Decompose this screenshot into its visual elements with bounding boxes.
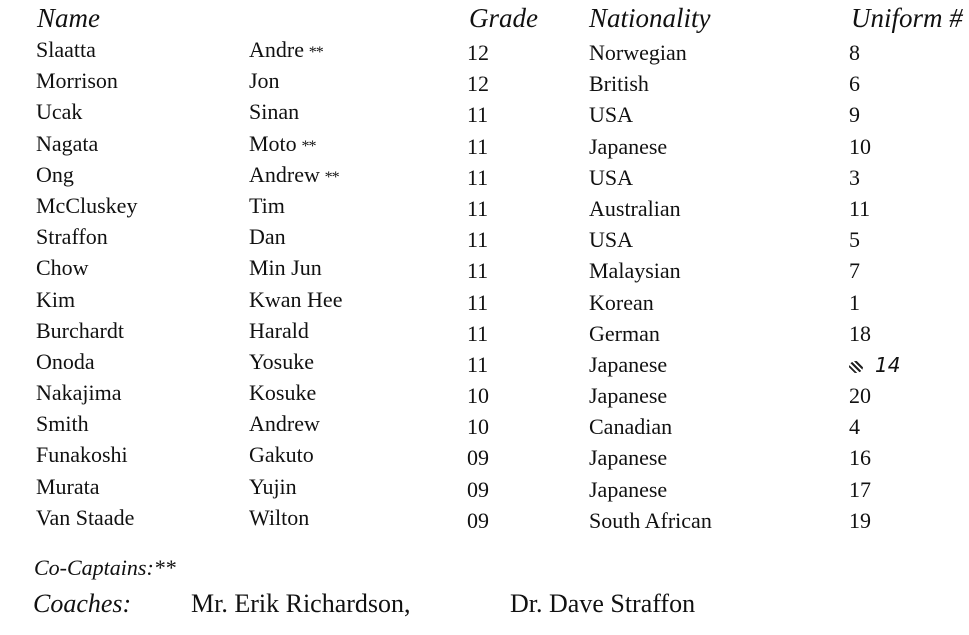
uniform-number-cell: [849, 133, 871, 161]
last-name: Straffon: [36, 224, 108, 250]
first-name: Kosuke: [249, 380, 317, 406]
grade: 10: [467, 414, 489, 440]
table-row: [0, 348, 969, 379]
last-name: Van Staade: [36, 504, 135, 530]
first-name-cell: [249, 441, 314, 469]
header-uniform: Uniform #: [851, 3, 963, 33]
uniform-number: 19: [849, 507, 871, 533]
grade: 11: [467, 195, 489, 221]
nationality: German: [589, 320, 660, 346]
last-name: Ong: [36, 161, 74, 187]
uniform-number-cell: [849, 382, 871, 410]
table-row: [0, 254, 969, 285]
first-name-cell: [249, 98, 299, 126]
grade: 12: [467, 40, 489, 65]
uniform-number-cell: [849, 507, 871, 535]
uniform-number-cell: [849, 476, 871, 504]
last-name: Slaatta: [36, 37, 96, 62]
first-name-cell: [249, 379, 316, 407]
table-row: [0, 67, 969, 98]
coaches-line: [33, 588, 696, 620]
grade: 11: [467, 227, 489, 253]
first-name-cell: [249, 254, 322, 282]
table-row: [0, 223, 969, 254]
first-name: Sinan: [249, 99, 300, 125]
first-name-cell: [249, 410, 320, 438]
uniform-number-cell: [849, 320, 871, 348]
nationality: Japanese: [589, 351, 668, 377]
table-row: [0, 504, 969, 535]
uniform-number-cell: [849, 101, 860, 129]
uniform-number: 11: [849, 195, 871, 221]
uniform-number: 6: [849, 71, 860, 97]
header-grade: Grade: [469, 3, 538, 33]
grade: 11: [467, 289, 489, 315]
nationality: Japanese: [589, 383, 668, 409]
first-name-cell: [249, 504, 309, 532]
uniform-number-cell: [849, 257, 860, 285]
table-row: [0, 286, 969, 317]
first-name: Kwan Hee: [249, 286, 343, 312]
table-row: [0, 161, 969, 192]
uniform-number: 1: [849, 289, 860, 315]
coach-name: Mr. Erik Richardson,: [191, 589, 411, 618]
last-name: Burchardt: [36, 317, 124, 343]
uniform-number-cell: [849, 70, 860, 98]
nationality: Japanese: [589, 133, 668, 159]
first-name-cell: [249, 192, 285, 220]
roster-table: [0, 36, 969, 535]
nationality: Malaysian: [589, 258, 681, 284]
nationality: South African: [589, 507, 712, 533]
first-name-cell: [249, 130, 315, 161]
grade: 12: [467, 71, 489, 97]
uniform-number: 18: [849, 320, 871, 346]
coaches-label: Coaches:: [33, 589, 132, 618]
scribble-mark: [849, 361, 863, 373]
last-name: Funakoshi: [36, 442, 128, 468]
uniform-number-cell: [849, 289, 860, 317]
first-name: Tim: [249, 192, 285, 218]
nationality: Japanese: [589, 445, 668, 471]
nationality: Norwegian: [589, 40, 687, 65]
first-name: Andrew: [249, 411, 320, 437]
header-name: Name: [37, 3, 100, 33]
grade: 10: [467, 383, 489, 409]
uniform-number: 7: [849, 258, 860, 284]
nationality: USA: [589, 102, 634, 128]
first-name-cell: [249, 473, 297, 501]
uniform-number: 20: [849, 383, 871, 409]
first-name-cell: [249, 286, 342, 314]
coach-name: Dr. Dave Straffon: [510, 589, 696, 618]
first-name: Dan: [249, 224, 286, 250]
uniform-number: 16: [849, 445, 871, 471]
first-name-cell: [249, 36, 322, 67]
last-name: Nagata: [36, 130, 99, 156]
last-name: Kim: [36, 286, 76, 312]
last-name: Morrison: [36, 68, 118, 94]
uniform-number-cell: [849, 195, 870, 223]
captain-mark: **: [307, 44, 322, 61]
first-name: Andre: [249, 37, 304, 62]
uniform-number: 3: [849, 164, 860, 190]
uniform-number: 17: [849, 476, 871, 502]
co-captains-note: Co-Captains:**: [34, 555, 176, 580]
grade: 09: [467, 445, 489, 471]
first-name-cell: [249, 348, 314, 376]
nationality: USA: [589, 164, 634, 190]
last-name: Smith: [36, 411, 89, 437]
uniform-number-cell: [849, 164, 860, 192]
first-name: Moto: [249, 130, 297, 156]
grade: 11: [467, 320, 489, 346]
first-name: Wilton: [249, 504, 310, 530]
first-name: Harald: [249, 317, 309, 343]
grade: 09: [467, 476, 489, 502]
grade: 11: [467, 133, 489, 159]
first-name-cell: [249, 67, 280, 95]
last-name: Ucak: [36, 99, 83, 125]
uniform-number: 4: [849, 414, 860, 440]
first-name: Yujin: [249, 473, 297, 499]
uniform-number-cell: [849, 444, 871, 472]
table-row: [0, 192, 969, 223]
table-row: [0, 379, 969, 410]
table-row: [0, 36, 969, 67]
first-name: Min Jun: [249, 255, 322, 281]
captain-mark: **: [323, 168, 338, 186]
first-name: Gakuto: [249, 442, 314, 468]
table-row: [0, 473, 969, 504]
uniform-number-cell: [849, 226, 860, 254]
grade: 11: [467, 258, 489, 284]
grade: 11: [467, 164, 489, 190]
first-name: Yosuke: [249, 348, 315, 374]
captain-mark: **: [300, 137, 315, 155]
table-row: [0, 317, 969, 348]
last-name: Onoda: [36, 348, 95, 374]
last-name: McCluskey: [36, 192, 138, 218]
nationality: USA: [589, 227, 634, 253]
uniform-number: 10: [849, 133, 871, 159]
nationality: Korean: [589, 289, 654, 315]
first-name: Jon: [249, 68, 280, 94]
header-nationality: Nationality: [589, 3, 711, 33]
grade: 09: [467, 507, 489, 533]
uniform-number-cell: [849, 39, 860, 67]
first-name-cell: [249, 223, 286, 251]
table-row: [0, 130, 969, 161]
nationality: Canadian: [589, 414, 673, 440]
last-name: Nakajima: [36, 380, 122, 406]
nationality: British: [589, 71, 649, 97]
first-name-cell: [249, 317, 309, 345]
grade: 11: [467, 351, 489, 377]
uniform-number: 14: [875, 352, 901, 377]
table-row: [0, 98, 969, 129]
uniform-number-cell: [849, 351, 900, 379]
grade: 11: [467, 102, 489, 128]
first-name: Andrew: [249, 161, 320, 187]
first-name-cell: [249, 161, 338, 192]
table-row: [0, 441, 969, 472]
uniform-number: 9: [849, 102, 860, 128]
last-name: Murata: [36, 473, 100, 499]
uniform-number: 5: [849, 227, 860, 253]
table-row: [0, 410, 969, 441]
last-name: Chow: [36, 255, 89, 281]
uniform-number-cell: [849, 413, 860, 441]
nationality: Australian: [589, 195, 681, 221]
uniform-number: 8: [849, 40, 860, 65]
nationality: Japanese: [589, 476, 668, 502]
